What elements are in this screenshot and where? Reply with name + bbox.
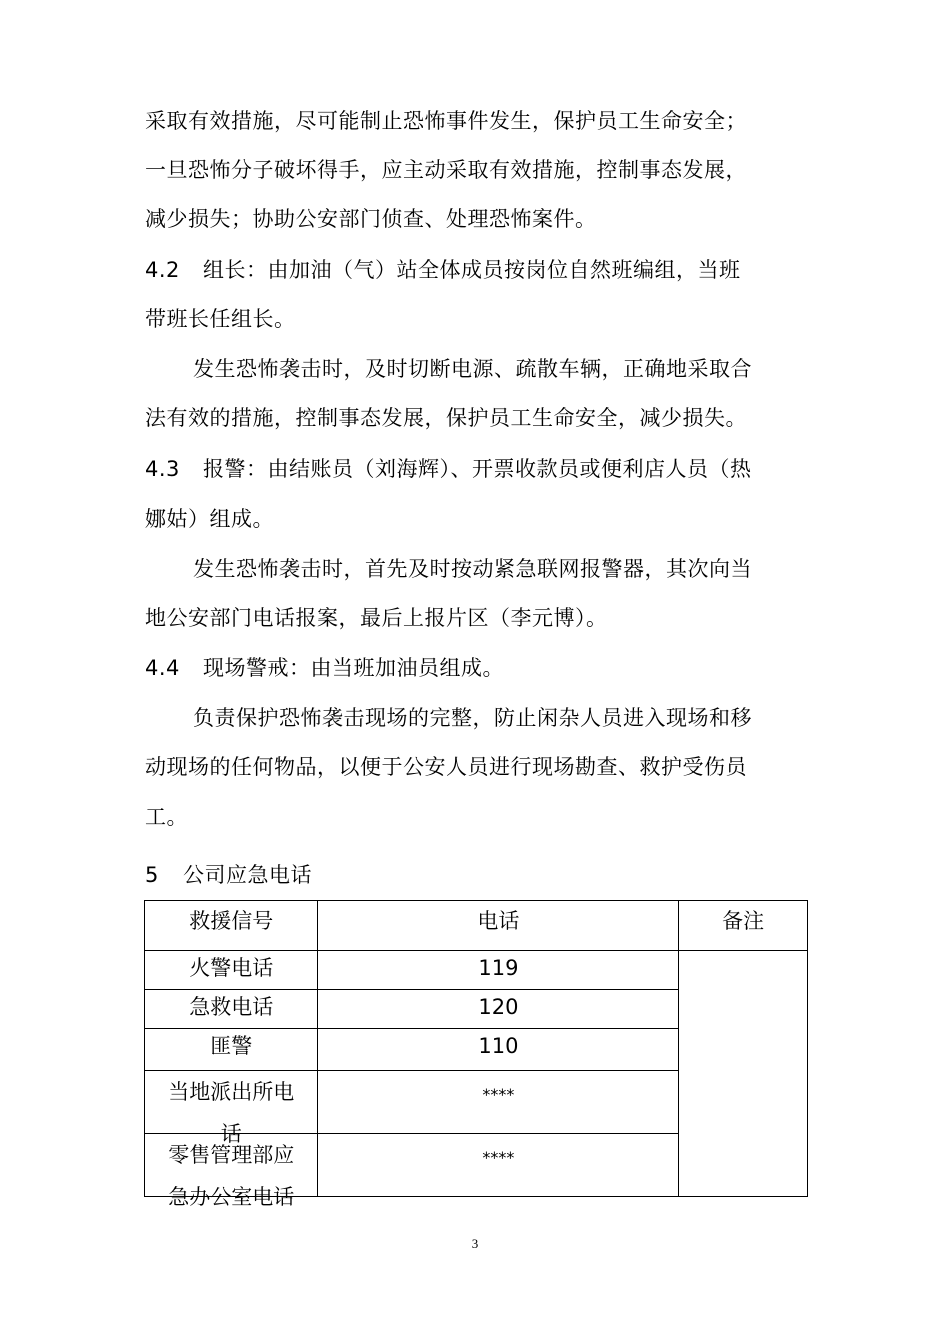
phone-cell: 110 xyxy=(318,1029,679,1071)
paragraph-line: 法有效的措施，控制事态发展，保护员工生命安全，减少损失。 xyxy=(145,406,747,430)
emergency-phone-table xyxy=(144,900,808,1209)
section-number: 4.4 xyxy=(145,656,180,680)
phone-cell: 119 xyxy=(318,951,679,990)
paragraph-line: 地公安部门电话报案，最后上报片区（李元博）。 xyxy=(145,606,608,630)
section-4-2-heading xyxy=(145,255,741,285)
note-cell xyxy=(679,951,808,1197)
phone-cell: **** xyxy=(318,1134,679,1197)
page-number: 3 xyxy=(471,1236,479,1251)
section-text: 报警：由结账员（刘海辉）、开票收款员或便利店人员（热 xyxy=(203,457,752,481)
paragraph-line: 发生恐怖袭击时，及时切断电源、疏散车辆，正确地采取合 xyxy=(193,357,752,381)
signal-cell: 零售管理部应 急办公室电话 xyxy=(145,1134,318,1197)
section-number: 4.2 xyxy=(145,258,180,282)
paragraph-line: 负责保护恐怖袭击现场的完整，防止闲杂人员进入现场和移 xyxy=(193,706,752,730)
signal-cell: 匪警 xyxy=(145,1029,318,1071)
section-text: 现场警戒：由当班加油员组成。 xyxy=(203,656,504,680)
section-text: 组长：由加油（气）站全体成员按岗位自然班编组，当班 xyxy=(203,258,741,282)
table-header-row xyxy=(145,901,808,951)
paragraph-line: 采取有效措施，尽可能制止恐怖事件发生，保护员工生命安全； xyxy=(145,109,747,133)
section-4-4-heading xyxy=(145,653,504,683)
section-title: 公司应急电话 xyxy=(183,863,312,887)
paragraph-line: 一旦恐怖分子破坏得手，应主动采取有效措施，控制事态发展， xyxy=(145,158,747,182)
paragraph-line: 发生恐怖袭击时，首先及时按动紧急联网报警器，其次向当 xyxy=(193,557,752,581)
signal-cell: 急救电话 xyxy=(145,990,318,1029)
paragraph-line: 带班长任组长。 xyxy=(145,307,296,331)
paragraph-line: 动现场的任何物品，以便于公安人员进行现场勘查、救护受伤员 xyxy=(145,755,747,779)
signal-cell: 火警电话 xyxy=(145,951,318,990)
header-cell-phone: 电话 xyxy=(318,901,679,951)
section-4-3-heading xyxy=(145,454,752,484)
section-number: 5 xyxy=(145,863,159,887)
paragraph-line: 工。 xyxy=(145,805,188,829)
header-cell-signal: 救援信号 xyxy=(145,901,318,951)
signal-cell: 当地派出所电 话 xyxy=(145,1071,318,1134)
section-5-heading xyxy=(145,860,312,890)
phone-cell: **** xyxy=(318,1071,679,1134)
phone-cell: 120 xyxy=(318,990,679,1029)
section-number: 4.3 xyxy=(145,457,180,481)
header-cell-note: 备注 xyxy=(679,901,808,951)
paragraph-line: 娜姑）组成。 xyxy=(145,507,274,531)
paragraph-line: 减少损失；协助公安部门侦查、处理恐怖案件。 xyxy=(145,207,597,231)
table-row xyxy=(145,951,808,990)
